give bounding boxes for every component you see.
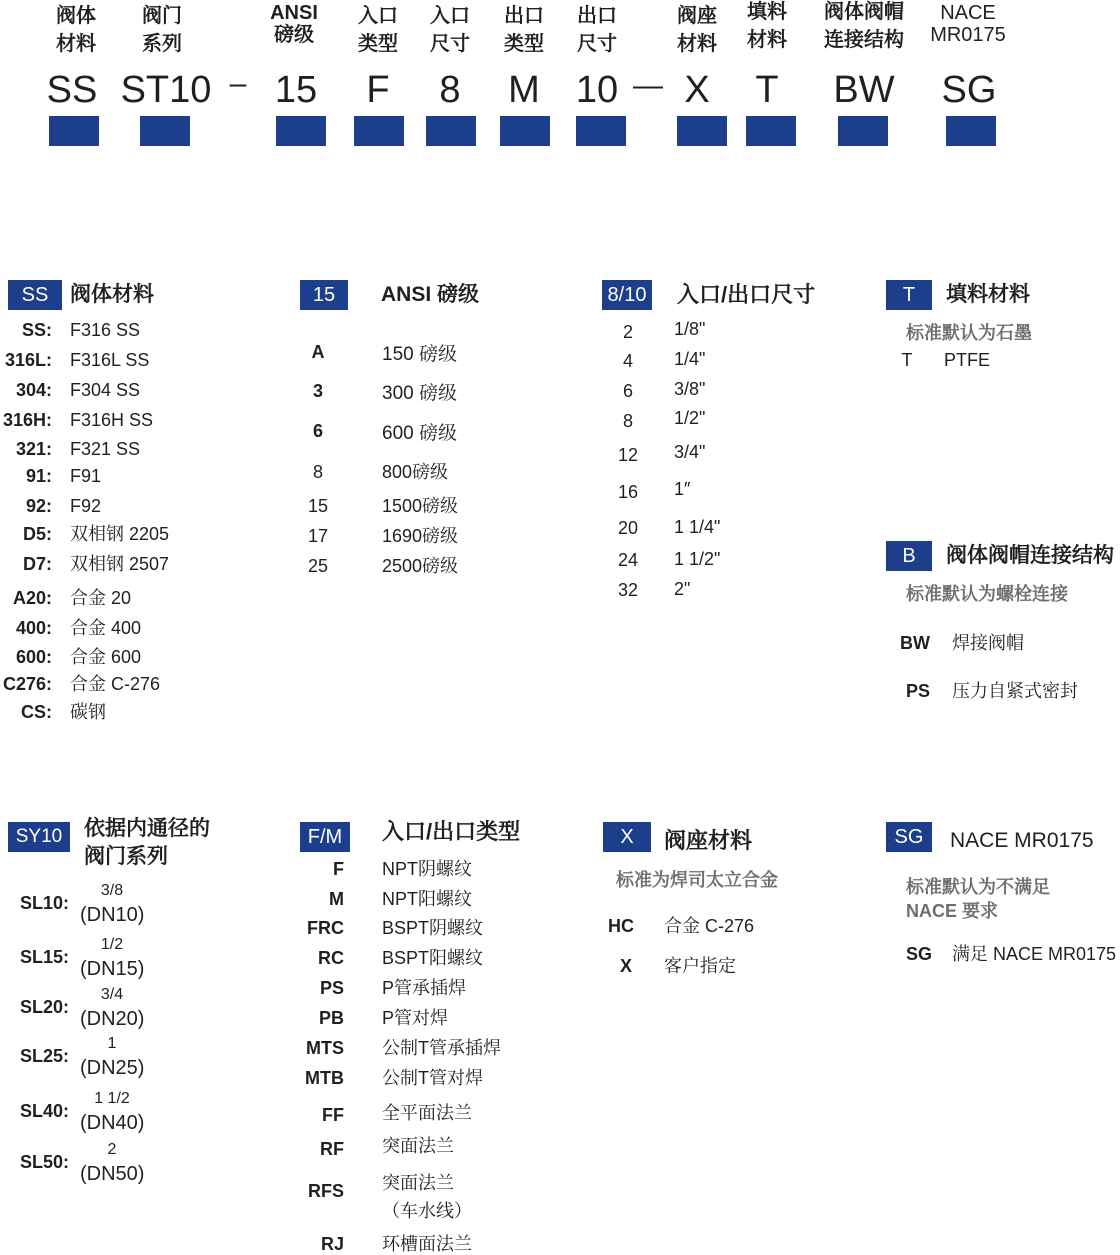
item-value: 合金 600 [70,647,142,667]
item-code: RC [318,948,344,968]
item-code: 12 [617,445,639,465]
series-code: SL10: [20,893,70,913]
item-code: 6 [312,421,323,441]
bonnet-value: 压力自紧式密封 [952,681,1078,701]
nace-code: SG [906,944,933,964]
nace-value: 满足 NACE MR0175 [952,944,1117,964]
item-value: 突面法兰 （车水线） [382,1173,472,1221]
code-block [838,116,888,146]
series-code: SL40: [20,1101,70,1121]
item-value: 双相钢 2205 [70,524,170,544]
header-label-outlet-size: 出口 尺寸 [577,5,617,55]
item-code: D7: [22,554,52,574]
header-label-ansi-class: ANSI 磅级 [270,2,318,46]
section-title-nace: NACE MR0175 [950,829,1094,852]
item-code: 600: [15,647,52,667]
header-label-packing-material: 填料 材料 [747,1,787,51]
code-f: F [366,69,390,111]
item-code: C276: [2,674,52,694]
item-code: MTS [306,1038,344,1058]
code-block [500,116,550,146]
series-dn-size: (DN20) [80,1008,145,1030]
item-code: 20 [617,518,639,538]
code-15: 15 [274,69,318,111]
header-label-inlet-size: 入口 尺寸 [430,5,470,55]
item-code: 8 [312,462,323,482]
item-value: 合金 400 [70,618,142,638]
item-code: 321: [15,439,52,459]
series-dn-size: (DN40) [80,1112,145,1134]
series-dn-size: (DN25) [80,1057,145,1079]
seat-code: HC [608,916,634,936]
seat-default-note: 标准为焊司太立合金 [616,870,778,890]
item-value: 2" [674,579,691,599]
item-code: 32 [617,580,639,600]
item-code: A20: [12,588,52,608]
item-value: 双相钢 2507 [70,554,170,574]
item-code: PS [319,978,344,998]
item-code: 400: [15,618,52,638]
code-t: T [755,69,779,111]
item-value: P管对焊 [382,1008,449,1028]
item-value: 3/8" [674,379,706,399]
section-badge-nace: SG [886,822,932,852]
code-block [576,116,626,146]
item-value: 1 1/4" [674,517,721,537]
item-code: 92: [25,496,52,516]
item-code: RFS [308,1181,344,1201]
series-code: SL20: [20,997,70,1017]
section-title-seat: 阀座材料 [664,828,753,853]
item-value: 全平面法兰 [382,1103,472,1123]
item-code: 17 [307,526,329,546]
code-st10: ST10 [120,69,212,111]
code-10: 10 [575,69,619,111]
series-code: SL15: [20,947,70,967]
code-block [746,116,796,146]
code-block [426,116,476,146]
bonnet-value: 焊接阀帽 [952,633,1024,653]
code-block [140,116,190,146]
item-value: 1/4" [674,349,706,369]
item-code: FRC [307,918,344,938]
series-inch-size: 1 1/2 [94,1090,130,1107]
section-title-bonnet: 阀体阀帽连接结构 [946,544,1114,567]
item-value: NPT阴螺纹 [382,859,472,879]
item-code: F [333,859,344,879]
bonnet-code: BW [900,633,930,653]
item-value: F321 SS [70,439,141,459]
code-block [946,116,996,146]
item-value: 2500磅级 [382,556,459,576]
bonnet-code: PS [906,681,931,701]
item-value: 合金 20 [70,588,132,608]
code-block [49,116,99,146]
section-title-packing: 填料材料 [946,283,1030,306]
packing-default-note: 标准默认为石墨 [906,323,1032,343]
item-value: BSPT阳螺纹 [382,948,484,968]
seat-value: 客户指定 [664,956,736,976]
series-inch-size: 1/2 [100,936,124,953]
section-title-body-material: 阀体材料 [70,283,154,306]
item-value: 1/2" [674,408,706,428]
seat-code: X [620,956,633,976]
series-inch-size: 1 [107,1035,117,1052]
code-dash-2: — [633,69,663,102]
item-code: CS: [21,702,52,722]
header-label-valve-series: 阀门 系列 [142,5,182,55]
code-block [677,116,727,146]
header-label-seat-material: 阀座 材料 [677,5,717,55]
bonnet-default-note: 标准默认为螺栓连接 [906,584,1068,604]
series-dn-size: (DN10) [80,904,145,926]
item-code: PB [318,1008,344,1028]
header-label-inlet-type: 入口 类型 [358,5,398,55]
section-badge-series: SY10 [8,822,70,852]
item-value: 环槽面法兰 [382,1234,472,1254]
section-badge-ss: SS [8,280,62,310]
code-sg: SG [941,69,997,111]
code-m: M [508,69,540,111]
item-code: 316H: [2,410,52,430]
item-code: 16 [617,482,639,502]
item-code: 24 [617,550,639,570]
item-code: 4 [622,351,633,371]
item-value: 600 磅级 [382,423,457,444]
item-code: D5: [22,524,52,544]
item-code: A [311,342,325,362]
item-value: F304 SS [70,380,141,400]
item-value: F91 [70,466,102,486]
item-value: 1″ [674,479,691,499]
packing-value: PTFE [944,350,991,370]
item-value: 800磅级 [382,462,449,482]
item-value: 公制T管承插焊 [382,1038,501,1058]
code-bw: BW [833,69,895,111]
item-code: 304: [15,380,52,400]
packing-code: T [901,350,913,370]
item-code: 91: [25,466,52,486]
nace-default-note: 标准默认为不满足 NACE 要求 [906,877,1050,921]
seat-value: 合金 C-276 [664,916,755,936]
item-code: 25 [307,556,329,576]
section-badge-ansi: 15 [300,280,348,310]
section-badge-seat: X [603,822,651,852]
item-code: M [329,889,344,909]
item-value: F92 [70,496,102,516]
section-badge-packing: T [886,280,932,310]
item-value: BSPT阴螺纹 [382,918,484,938]
code-block [354,116,404,146]
code-8: 8 [439,69,461,111]
item-value: F316L SS [70,350,150,370]
header-label-nace: NACE MR0175 [930,2,1006,46]
item-value: 公制T管对焊 [382,1068,483,1088]
section-badge-end-type: F/M [300,822,350,852]
item-code: 3 [312,381,323,401]
series-dn-size: (DN50) [80,1163,145,1185]
item-code: 8 [622,411,633,431]
section-badge-size: 8/10 [602,280,652,310]
item-value: 合金 C-276 [70,674,161,694]
item-value: 150 磅级 [382,344,457,365]
item-value: 1/8" [674,319,706,339]
series-code: SL25: [20,1046,70,1066]
item-code: RF [320,1139,344,1159]
item-value: P管承插焊 [382,978,467,998]
series-inch-size: 3/8 [100,882,124,899]
item-code: 316L: [4,350,52,370]
item-value: 1500磅级 [382,496,459,516]
code-x: X [684,69,710,111]
item-value: 1690磅级 [382,526,459,546]
series-dn-size: (DN15) [80,958,145,980]
item-value: 3/4" [674,442,706,462]
series-inch-size: 3/4 [100,986,124,1003]
item-code: SS: [21,320,52,340]
item-value: NPT阳螺纹 [382,889,472,909]
code-ss: SS [46,69,98,111]
header-label-outlet-type: 出口 类型 [504,5,544,55]
section-badge-bonnet: B [886,541,932,571]
item-value: 突面法兰 [382,1136,454,1156]
item-code: 2 [622,322,633,342]
item-value: F316H SS [70,410,154,430]
item-code: FF [322,1105,344,1125]
series-code: SL50: [20,1152,70,1172]
item-code: RJ [320,1234,344,1254]
section-title-ansi-class: ANSI 磅级 [381,283,480,306]
header-label-body-material: 阀体 材料 [56,5,96,55]
header-label-bonnet-connection: 阀体阀帽 连接结构 [824,1,904,51]
section-title-end-type: 入口/出口类型 [382,819,521,844]
code-dash-1: – [229,67,247,100]
item-value: 碳钢 [70,702,106,722]
code-block [276,116,326,146]
item-code: 6 [622,381,633,401]
section-title-size: 入口/出口尺寸 [677,282,816,307]
item-value: 1 1/2" [674,549,721,569]
item-code: MTB [305,1068,344,1088]
item-code: 15 [307,496,329,516]
section-title-series: 依据内通径的 阀门系列 [84,817,210,868]
series-inch-size: 2 [107,1141,117,1158]
item-value: F316 SS [70,320,141,340]
item-value: 300 磅级 [382,383,457,404]
